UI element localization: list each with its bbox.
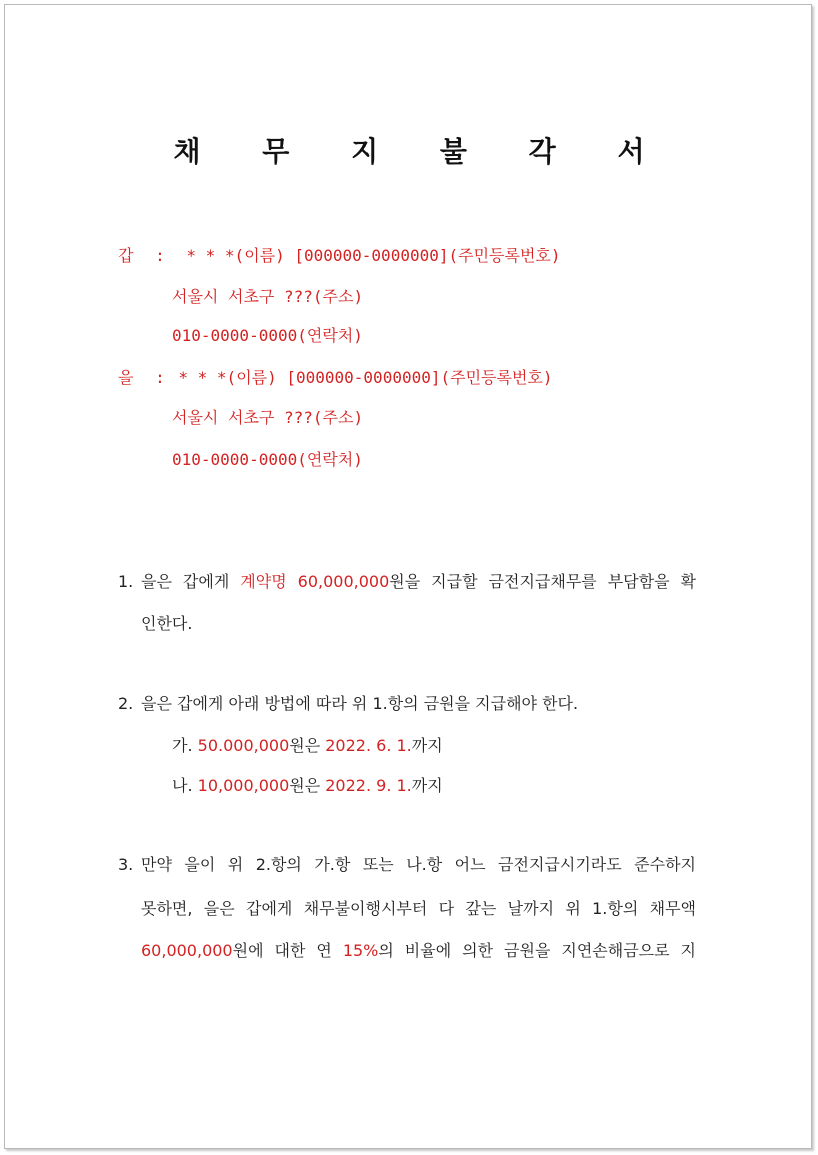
party-gap-colon: : — [155, 246, 165, 265]
party-eul-colon: : — [155, 368, 165, 387]
clause1-contract-amount: 계약명 60,000,000 — [240, 572, 390, 591]
clause3-debt-amount: 60,000,000 — [141, 941, 233, 960]
party-gap-label: 갑 — [118, 246, 134, 265]
clause2-item-b — [172, 776, 443, 796]
document-title: 채 무 지 불 각 서 — [173, 135, 671, 168]
clause2-number: 2. — [118, 694, 134, 713]
item-b-mid: 원은 — [289, 776, 326, 795]
item-a-date: 2022. 6. 1. — [325, 736, 412, 755]
party-eul-line — [118, 368, 553, 388]
clause1-line2: 인한다. — [141, 614, 193, 633]
item-b-date: 2022. 9. 1. — [325, 776, 412, 795]
item-a-amount: 50.000,000 — [197, 736, 290, 755]
clause3-line2: 못하면, 을은 갑에게 채무불이행시부터 다 갚는 날까지 위 1.항의 채무액 — [141, 899, 696, 918]
clause3-line1: 만약 을이 위 2.항의 가.항 또는 나.항 어느 금전지급시기라도 준수하지 — [141, 855, 696, 874]
clause3-line3 — [141, 941, 696, 961]
clause2-item-a — [172, 736, 443, 756]
clause1-number: 1. — [118, 572, 134, 591]
party-gap-info: * * *(이름) [000000-0000000](주민등록번호) — [186, 246, 561, 265]
party-eul-label: 을 — [118, 368, 134, 387]
item-b-end: 까지 — [411, 776, 443, 795]
party-gap-line — [118, 246, 561, 266]
party-gap-address: 서울시 서초구 ???(주소) — [172, 287, 364, 306]
party-eul-info: * * *(이름) [000000-0000000](주민등록번호) — [178, 368, 553, 387]
clause1-text-c: 원을 지급할 금전지급채무를 부담함을 확 — [389, 572, 696, 591]
party-eul-phone: 010-0000-0000(연락처) — [172, 450, 363, 469]
item-a-label: 가. — [172, 736, 198, 755]
item-b-amount: 10,000,000 — [197, 776, 290, 795]
clause2-text: 을은 갑에게 아래 방법에 따라 위 1.항의 금원을 지급해야 한다. — [141, 694, 579, 713]
clause1-text-a: 을은 갑에게 — [141, 572, 241, 591]
party-eul-address: 서울시 서초구 ???(주소) — [172, 408, 364, 427]
clause3-text-a: 원에 대한 연 — [232, 941, 343, 960]
item-b-label: 나. — [172, 776, 198, 795]
clause3-number: 3. — [118, 855, 134, 874]
item-a-mid: 원은 — [289, 736, 326, 755]
clause3-text-b: 의 비율에 의한 금원을 지연손해금으로 지 — [378, 941, 696, 960]
party-gap-phone: 010-0000-0000(연락처) — [172, 326, 363, 345]
clause1-line1 — [141, 572, 696, 592]
item-a-end: 까지 — [411, 736, 443, 755]
clause3-interest-rate: 15% — [342, 941, 379, 960]
